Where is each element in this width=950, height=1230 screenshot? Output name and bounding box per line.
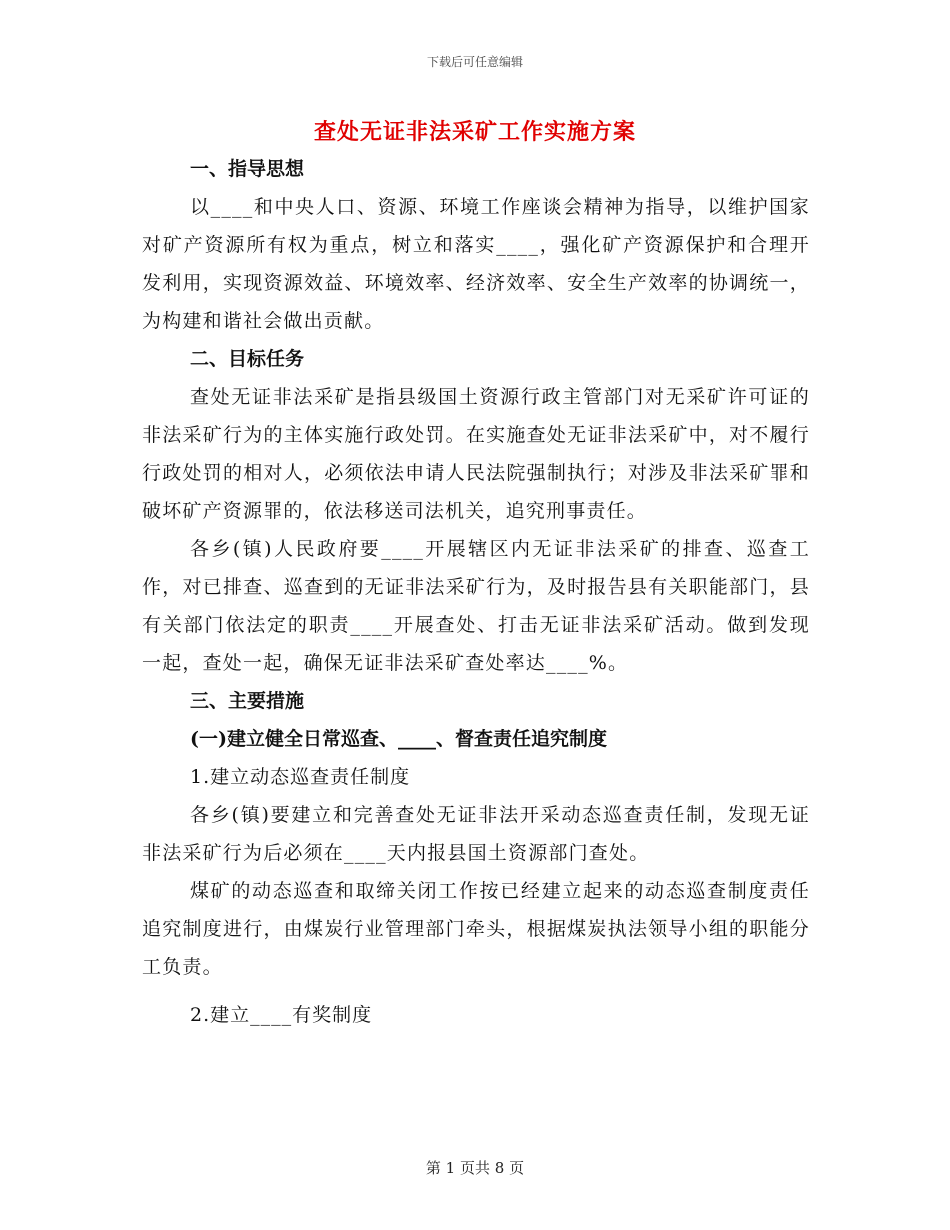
list-item-heading: 2.建立____有奖制度 — [190, 1004, 373, 1026]
document-title: 查处无证非法采矿工作实施方案 — [313, 119, 636, 145]
subsection-heading: (一)建立健全日常巡查、____、督查责任追究制度 — [190, 728, 607, 750]
paragraph: 各乡(镇)要建立和完善查处无证非法开采动态巡查责任制，发现无证非法采矿行为后必须在____天内报县国土资源部门查处。 — [142, 804, 810, 864]
section-heading: 三、主要措施 — [190, 690, 305, 712]
section-heading: 二、目标任务 — [190, 348, 305, 370]
list-item-heading: 1.建立动态巡查责任制度 — [190, 766, 411, 788]
paragraph: 煤矿的动态巡查和取缔关闭工作按已经建立起来的动态巡查制度责任追究制度进行，由煤炭行业管理部门牵头，根据煤炭执法领导小组的职能分工负责。 — [142, 880, 810, 978]
paragraph: 各乡(镇)人民政府要____开展辖区内无证非法采矿的排查、巡查工作，对已排查、巡查到的无证非法采矿行为，及时报告县有关职能部门，县有关部门依法定的职责____开展查处、打击无证非法采矿活动。做到发现一起，查处一起，确保无证非法采矿查处率达____%。 — [142, 538, 810, 674]
paragraph: 查处无证非法采矿是指县级国土资源行政主管部门对无采矿许可证的非法采矿行为的主体实施行政处罚。在实施查处无证非法采矿中，对不履行行政处罚的相对人，必须依法申请人民法院强制执行；对涉及非法采矿罪和破坏矿产资源罪的，依法移送司法机关，追究刑事责任。 — [142, 386, 810, 522]
section-heading: 一、指导思想 — [190, 158, 305, 180]
page-header-note: 下载后可任意编辑 — [426, 55, 523, 69]
page-number: 第 1 页共 8 页 — [425, 1159, 525, 1177]
document-body — [142, 150, 810, 1034]
paragraph: 以____和中央人口、资源、环境工作座谈会精神为指导，以维护国家对矿产资源所有权为重点，树立和落实____，强化矿产资源保护和合理开发利用，实现资源效益、环境效率、经济效率、安全生产效率的协调统一，为构建和谐社会做出贡献。 — [142, 196, 810, 332]
